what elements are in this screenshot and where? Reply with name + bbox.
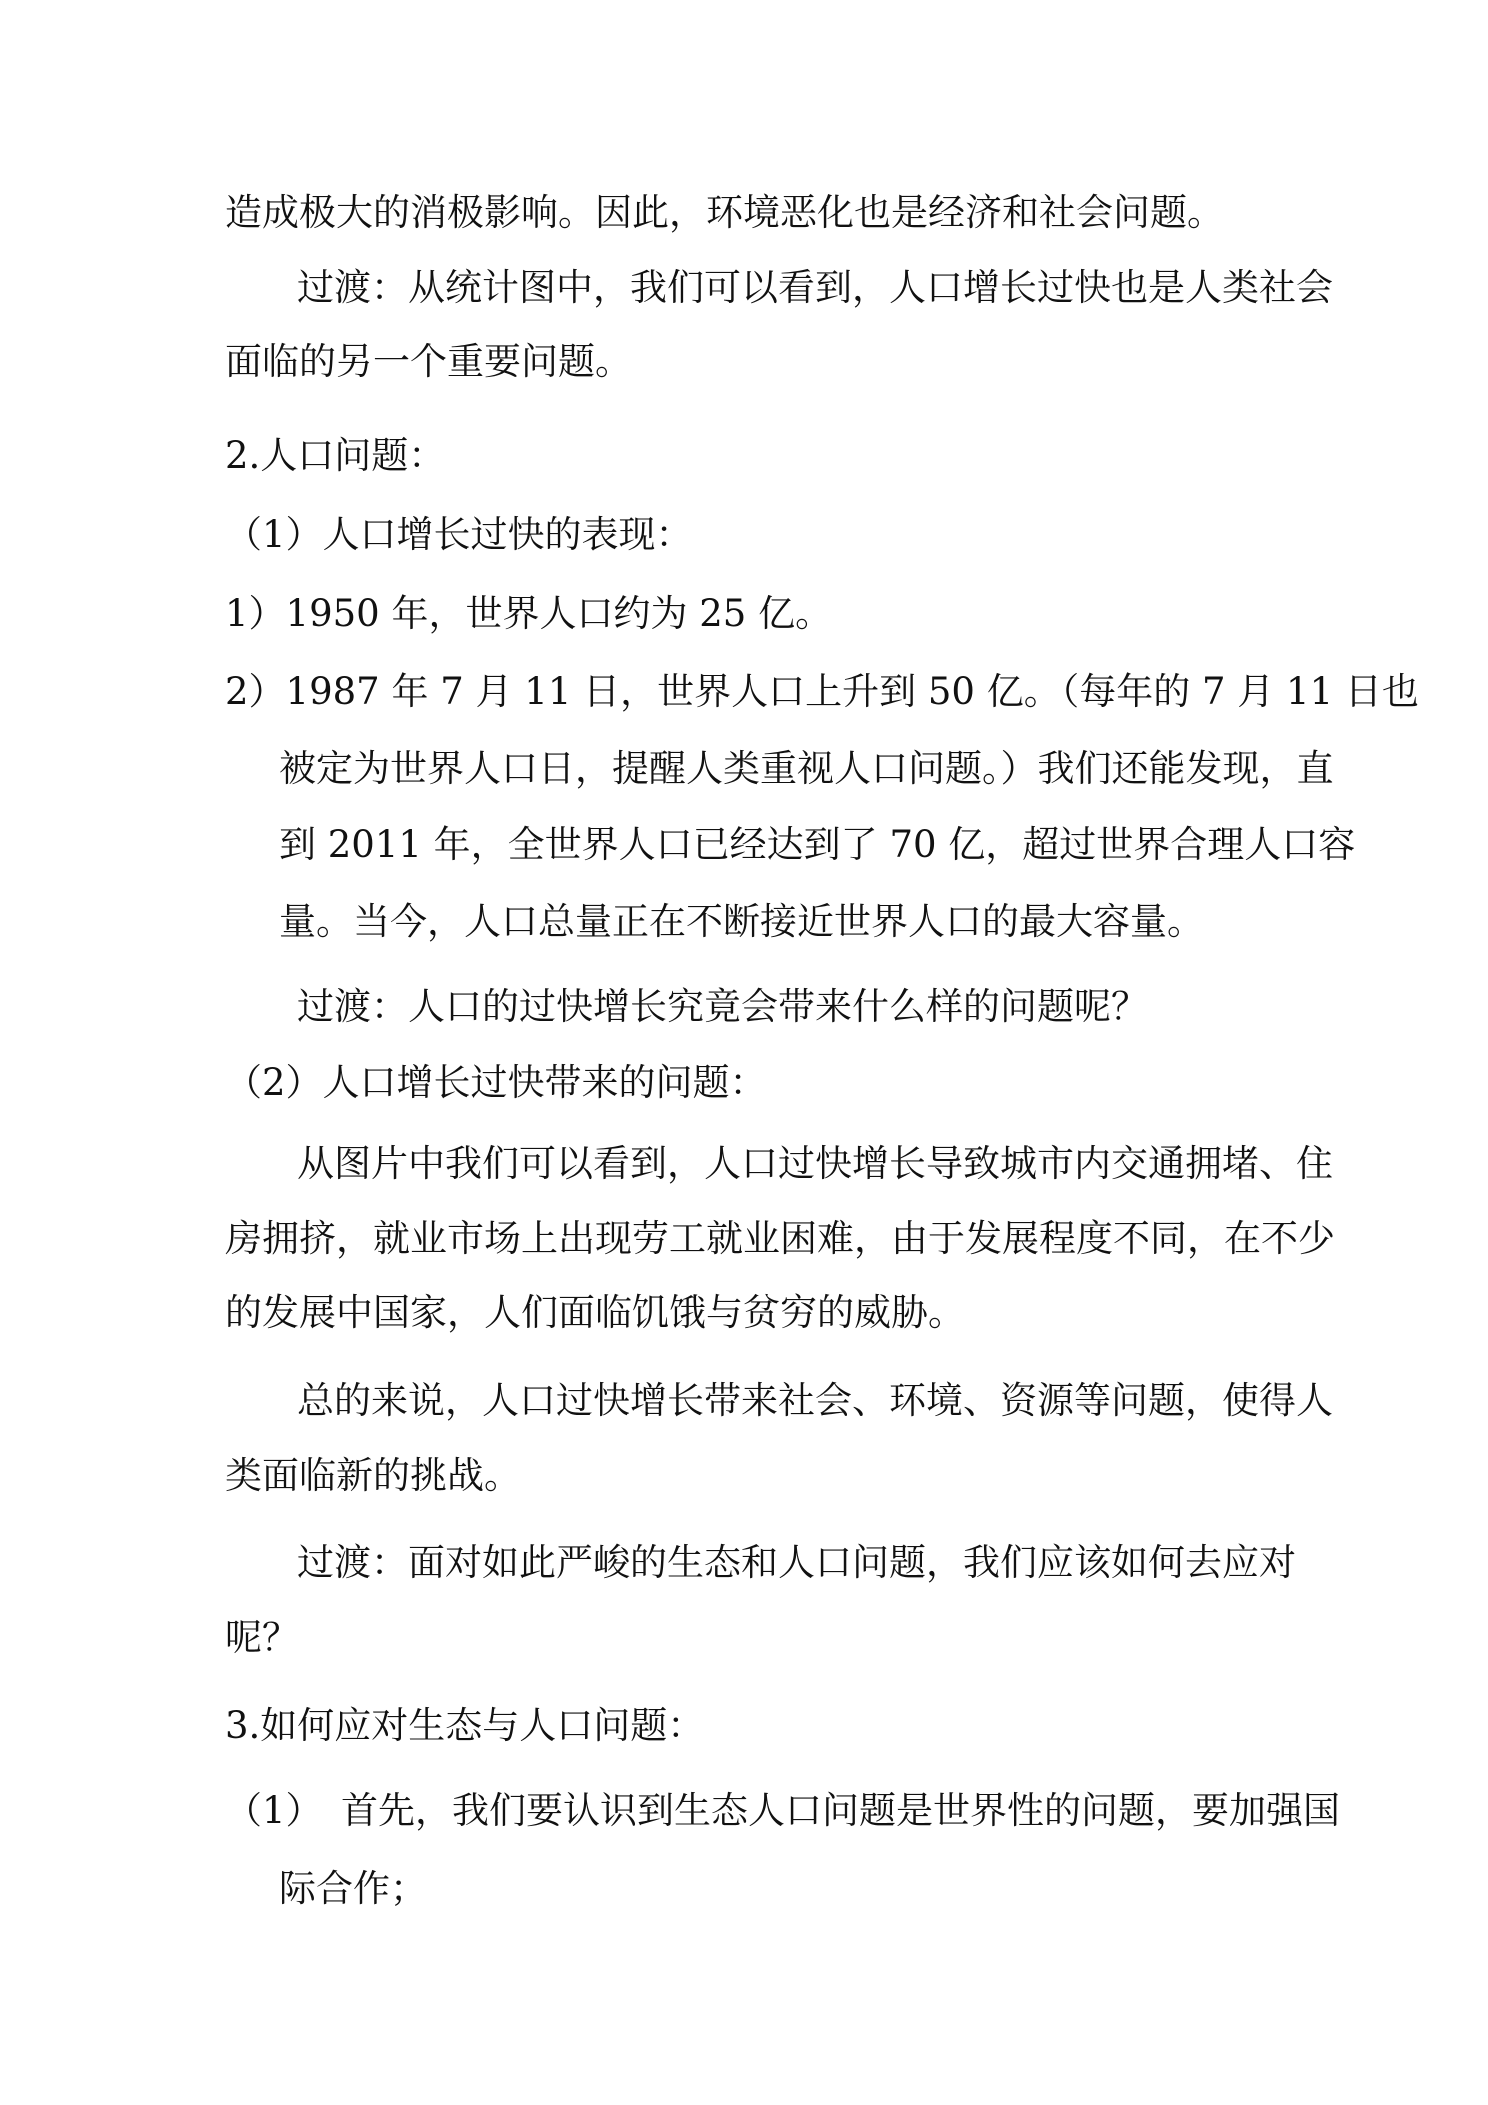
paragraph-line: 造成极大的消极影响。因此，环境恶化也是经济和社会问题。	[225, 191, 1224, 234]
list-item-continuation: 量。当今，人口总量正在不断接近世界人口的最大容量。	[279, 900, 1204, 943]
transition-line: 过渡：人口的过快增长究竟会带来什么样的问题呢？	[297, 985, 1148, 1028]
list-item: 1）1950 年，世界人口约为 25 亿。	[225, 592, 833, 635]
transition-line: 过渡：面对如此严峻的生态和人口问题，我们应该如何去应对	[297, 1541, 1296, 1584]
section-heading: 3.如何应对生态与人口问题：	[225, 1704, 705, 1747]
list-item: （1） 首先，我们要认识到生态人口问题是世界性的问题，要加强国	[225, 1789, 1341, 1832]
section-heading: 2.人口问题：	[225, 434, 446, 477]
paragraph-line: 总的来说，人口过快增长带来社会、环境、资源等问题，使得人	[297, 1379, 1333, 1422]
subsection-heading: （2）人口增长过快带来的问题：	[225, 1061, 767, 1104]
paragraph-line: 的发展中国家，人们面临饥饿与贫穷的威胁。	[225, 1291, 965, 1334]
paragraph-line: 类面临新的挑战。	[225, 1454, 521, 1497]
subsection-heading: （1）人口增长过快的表现：	[225, 513, 693, 556]
list-item-continuation: 际合作；	[279, 1867, 427, 1910]
list-item-continuation: 到 2011 年，全世界人口已经达到了 70 亿，超过世界合理人口容	[279, 823, 1356, 866]
paragraph-line: 从图片中我们可以看到，人口过快增长导致城市内交通拥堵、住	[297, 1142, 1333, 1185]
list-item: 2）1987 年 7 月 11 日，世界人口上升到 50 亿。（每年的 7 月 11 日也	[225, 670, 1419, 713]
transition-line: 呢？	[225, 1616, 299, 1659]
paragraph-line: 房拥挤，就业市场上出现劳工就业困难，由于发展程度不同，在不少	[225, 1217, 1335, 1260]
paragraph-line: 面临的另一个重要问题。	[225, 340, 632, 383]
transition-line: 过渡：从统计图中，我们可以看到，人口增长过快也是人类社会	[297, 266, 1333, 309]
list-item-continuation: 被定为世界人口日，提醒人类重视人口问题。）我们还能发现，直	[279, 747, 1334, 790]
